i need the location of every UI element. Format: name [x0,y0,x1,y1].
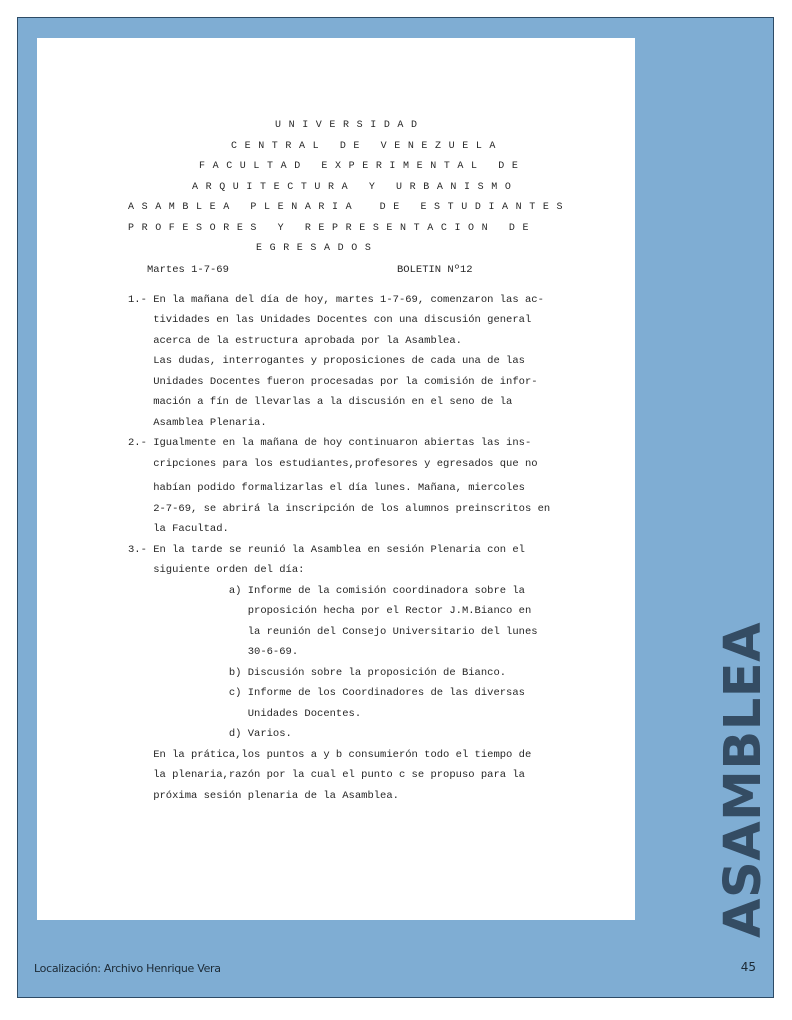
header-line: F A C U L T A D E X P E R I M E N T A L D E [199,161,519,172]
body-line: cripciones para los estudiantes,profesores y egresados que no [128,458,538,470]
body-line: proposición hecha por el Rector J.M.Bianco en [128,605,532,617]
document-date: Martes 1-7-69 [147,264,229,276]
body-line: la reunión del Consejo Universitario del lunes [128,626,538,638]
header-line: U N I V E R S I D A D [275,120,418,131]
body-line: Unidades Docentes. [128,708,362,720]
body-line: 30-6-69. [128,646,299,658]
body-line: habían podido formalizarlas el día lunes. Mañana, miercoles [128,482,525,494]
source-caption: Localización: Archivo Henrique Vera [34,962,221,975]
header-line: C E N T R A L D E V E N E Z U E L A [231,141,497,152]
header-line: A R Q U I T E C T U R A Y U R B A N I S M O [192,182,512,193]
page-number: 45 [740,960,756,974]
body-line: Las dudas, interrogantes y proposiciones de cada una de las [128,355,525,367]
body-line: la Facultad. [128,523,229,535]
body-line: d) Varios. [128,728,292,740]
body-line: Unidades Docentes fueron procesadas por la comisión de infor- [128,376,538,388]
header-line: E G R E S A D O S [256,243,372,254]
body-line: Asamblea Plenaria. [128,417,267,429]
header-line: A S A M B L E A P L E N A R I A D E E S T U D I A N T E S [128,202,564,213]
body-line: 2-7-69, se abrirá la inscripción de los alumnos preinscritos en [128,503,551,515]
body-line: la plenaria,razón por la cual el punto c se propuso para la [128,769,525,781]
body-line: siguiente orden del día: [128,564,305,576]
body-line: mación a fín de llevarlas a la discusión en el seno de la [128,396,513,408]
body-line: tividades en las Unidades Docentes con una discusión general [128,314,532,326]
header-line: P R O F E S O R E S Y R E P R E S E N T A C I O N D E [128,223,530,234]
page-frame [17,17,774,998]
body-line: c) Informe de los Coordinadores de las diversas [128,687,525,699]
body-line: b) Discusión sobre la proposición de Bianco. [128,667,507,679]
body-line: 3.- En la tarde se reunió la Asamblea en sesión Plenaria con el [128,544,525,556]
body-line: 1.- En la mañana del día de hoy, martes 1-7-69, comenzaron las ac- [128,294,544,306]
body-line: a) Informe de la comisión coordinadora sobre la [128,585,525,597]
body-line: 2.- Igualmente en la mañana de hoy continuaron abiertas las ins- [128,437,532,449]
section-title: ASAMBLEA [714,621,773,938]
bulletin-number: BOLETIN Nº12 [397,264,473,276]
scanned-document [37,38,635,920]
body-line: En la prática,los puntos a y b consumierón todo el tiempo de [128,749,532,761]
body-line: próxima sesión plenaria de la Asamblea. [128,790,399,802]
body-line: acerca de la estructura aprobada por la Asamblea. [128,335,462,347]
